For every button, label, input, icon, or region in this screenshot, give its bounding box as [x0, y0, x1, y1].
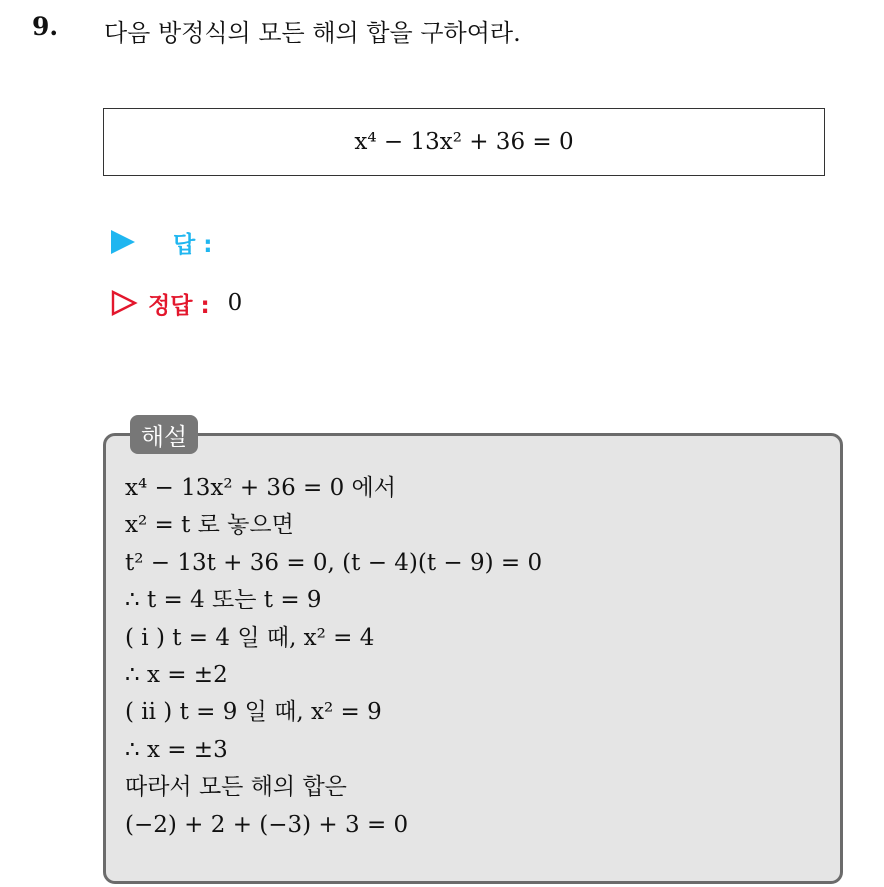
solution-line: ∴ t = 4 또는 t = 9	[125, 587, 322, 614]
solution-line: ∴ x = ±3	[125, 736, 228, 763]
solution-lines	[125, 470, 542, 844]
solution-tag: 해설	[130, 415, 198, 454]
correct-answer-row	[110, 286, 242, 320]
question-text: 다음 방정식의 모든 해의 합을 구하여라.	[104, 19, 521, 47]
solution-line: t² − 13t + 36 = 0, (t − 4)(t − 9) = 0	[125, 549, 543, 576]
play-icon	[111, 230, 135, 254]
outline-play-icon	[110, 289, 138, 317]
solution-line: x² = t 로 놓으면	[125, 512, 294, 539]
solution-line: 따라서 모든 해의 합은	[125, 774, 347, 801]
equation-box	[103, 108, 825, 176]
correct-answer-value: 0	[227, 290, 243, 316]
solution-line: (−2) + 2 + (−3) + 3 = 0	[125, 811, 409, 838]
solution-line: ∴ x = ±2	[125, 661, 228, 688]
solution-line: ( i ) t = 4 일 때, x² = 4	[125, 624, 375, 651]
answer-row	[111, 226, 212, 258]
solution-line: ( ii ) t = 9 일 때, x² = 9	[125, 699, 382, 726]
correct-answer-label: 정답 :	[148, 292, 210, 319]
answer-label: 답 :	[173, 231, 213, 258]
equation: x⁴ − 13x² + 36 = 0	[354, 129, 574, 155]
solution-line: x⁴ − 13x² + 36 = 0 에서	[125, 475, 396, 501]
question-number: 9.	[32, 12, 59, 41]
